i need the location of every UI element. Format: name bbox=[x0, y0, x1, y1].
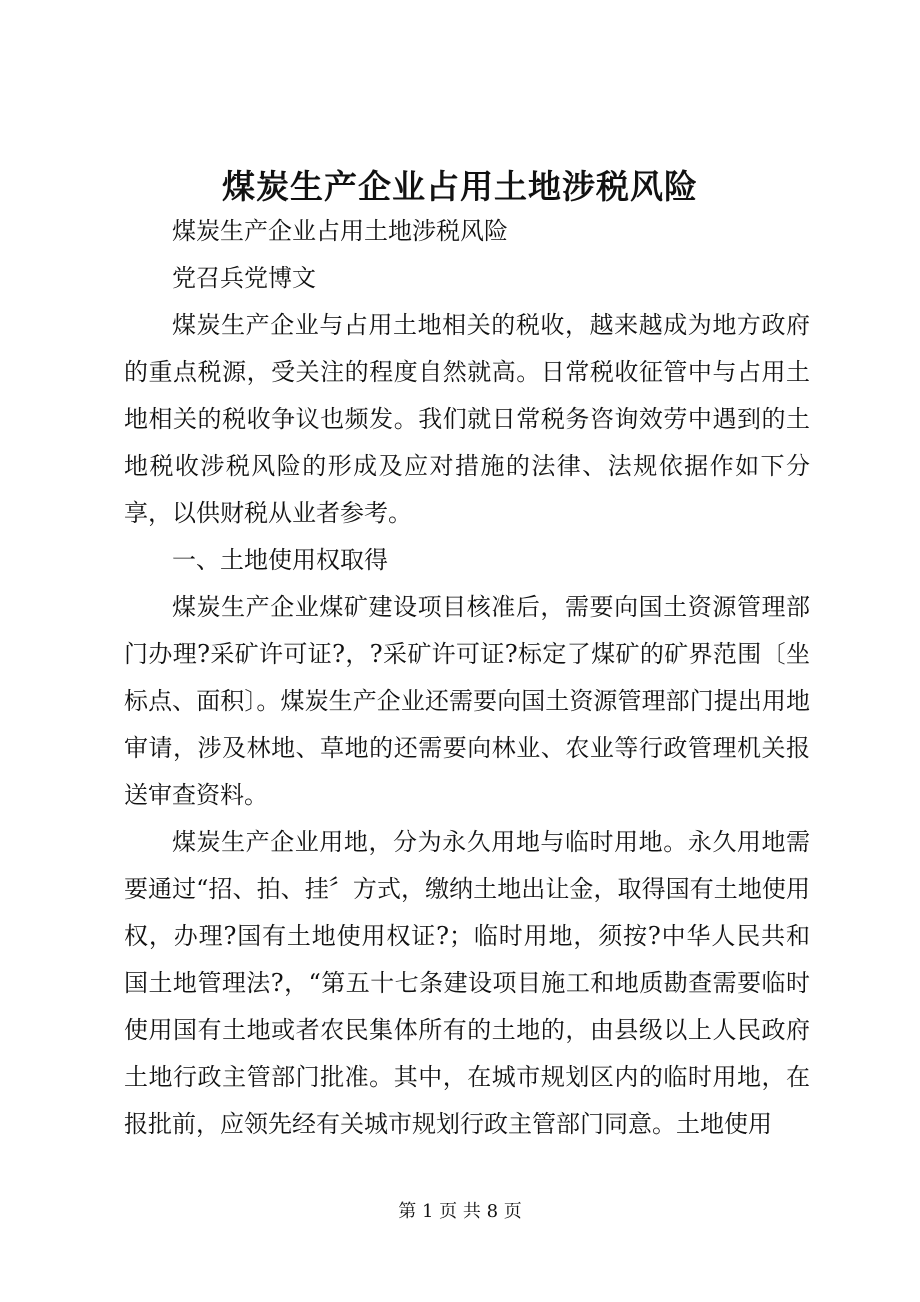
document-title: 煤炭生产企业占用土地涉税风险 bbox=[222, 167, 698, 206]
paragraph-authors: 党召兵党博文 bbox=[172, 264, 316, 292]
paragraph-subtitle: 煤炭生产企业占用土地涉税风险 bbox=[172, 217, 508, 245]
paragraph-intro: 煤炭生产企业与占用土地相关的税收，越来越成为地方政府的重点税源，受关注的程度自然就高。日常税收征管中与占用土地相关的税收争议也频发。我们就日常税务咨询效劳中遇到的土地税收涉税风险的形成及应对措施的法律、法规依据作如下分享，以供财税从业者参考。 bbox=[124, 311, 810, 527]
document-body bbox=[124, 208, 810, 1148]
page-number-footer: 第 1 页 共 8 页 bbox=[398, 1201, 522, 1222]
paragraph-project-approval: 煤炭生产企业煤矿建设项目核准后，需要向国土资源管理部门办理?采矿许可证?，?采矿许可证?标定了煤矿的矿界范围〔坐标点、面积〕。煤炭生产企业还需要向国土资源管理部门提出用地审请，涉及林地、草地的还需要向林业、农业等行政管理机关报送审查资料。 bbox=[124, 593, 810, 809]
section-heading-land-use-rights: 一、土地使用权取得 bbox=[172, 546, 388, 574]
paragraph-land-use-types: 煤炭生产企业用地，分为永久用地与临时用地。永久用地需要通过“招、拍、挂〞方式，缴纳土地出让金，取得国有土地使用权，办理?国有土地使用权证?；临时用地，须按?中华人民共和国土地管理法?，“第五十七条建设项目施工和地质勘查需要临时使用国有土地或者农民集体所有的土地的，由县级以上人民政府土地行政主管部门批准。其中，在城市规划区内的临时用地，在报批前，应领先经有关城市规划行政主管部门同意。土地使用 bbox=[124, 828, 810, 1138]
